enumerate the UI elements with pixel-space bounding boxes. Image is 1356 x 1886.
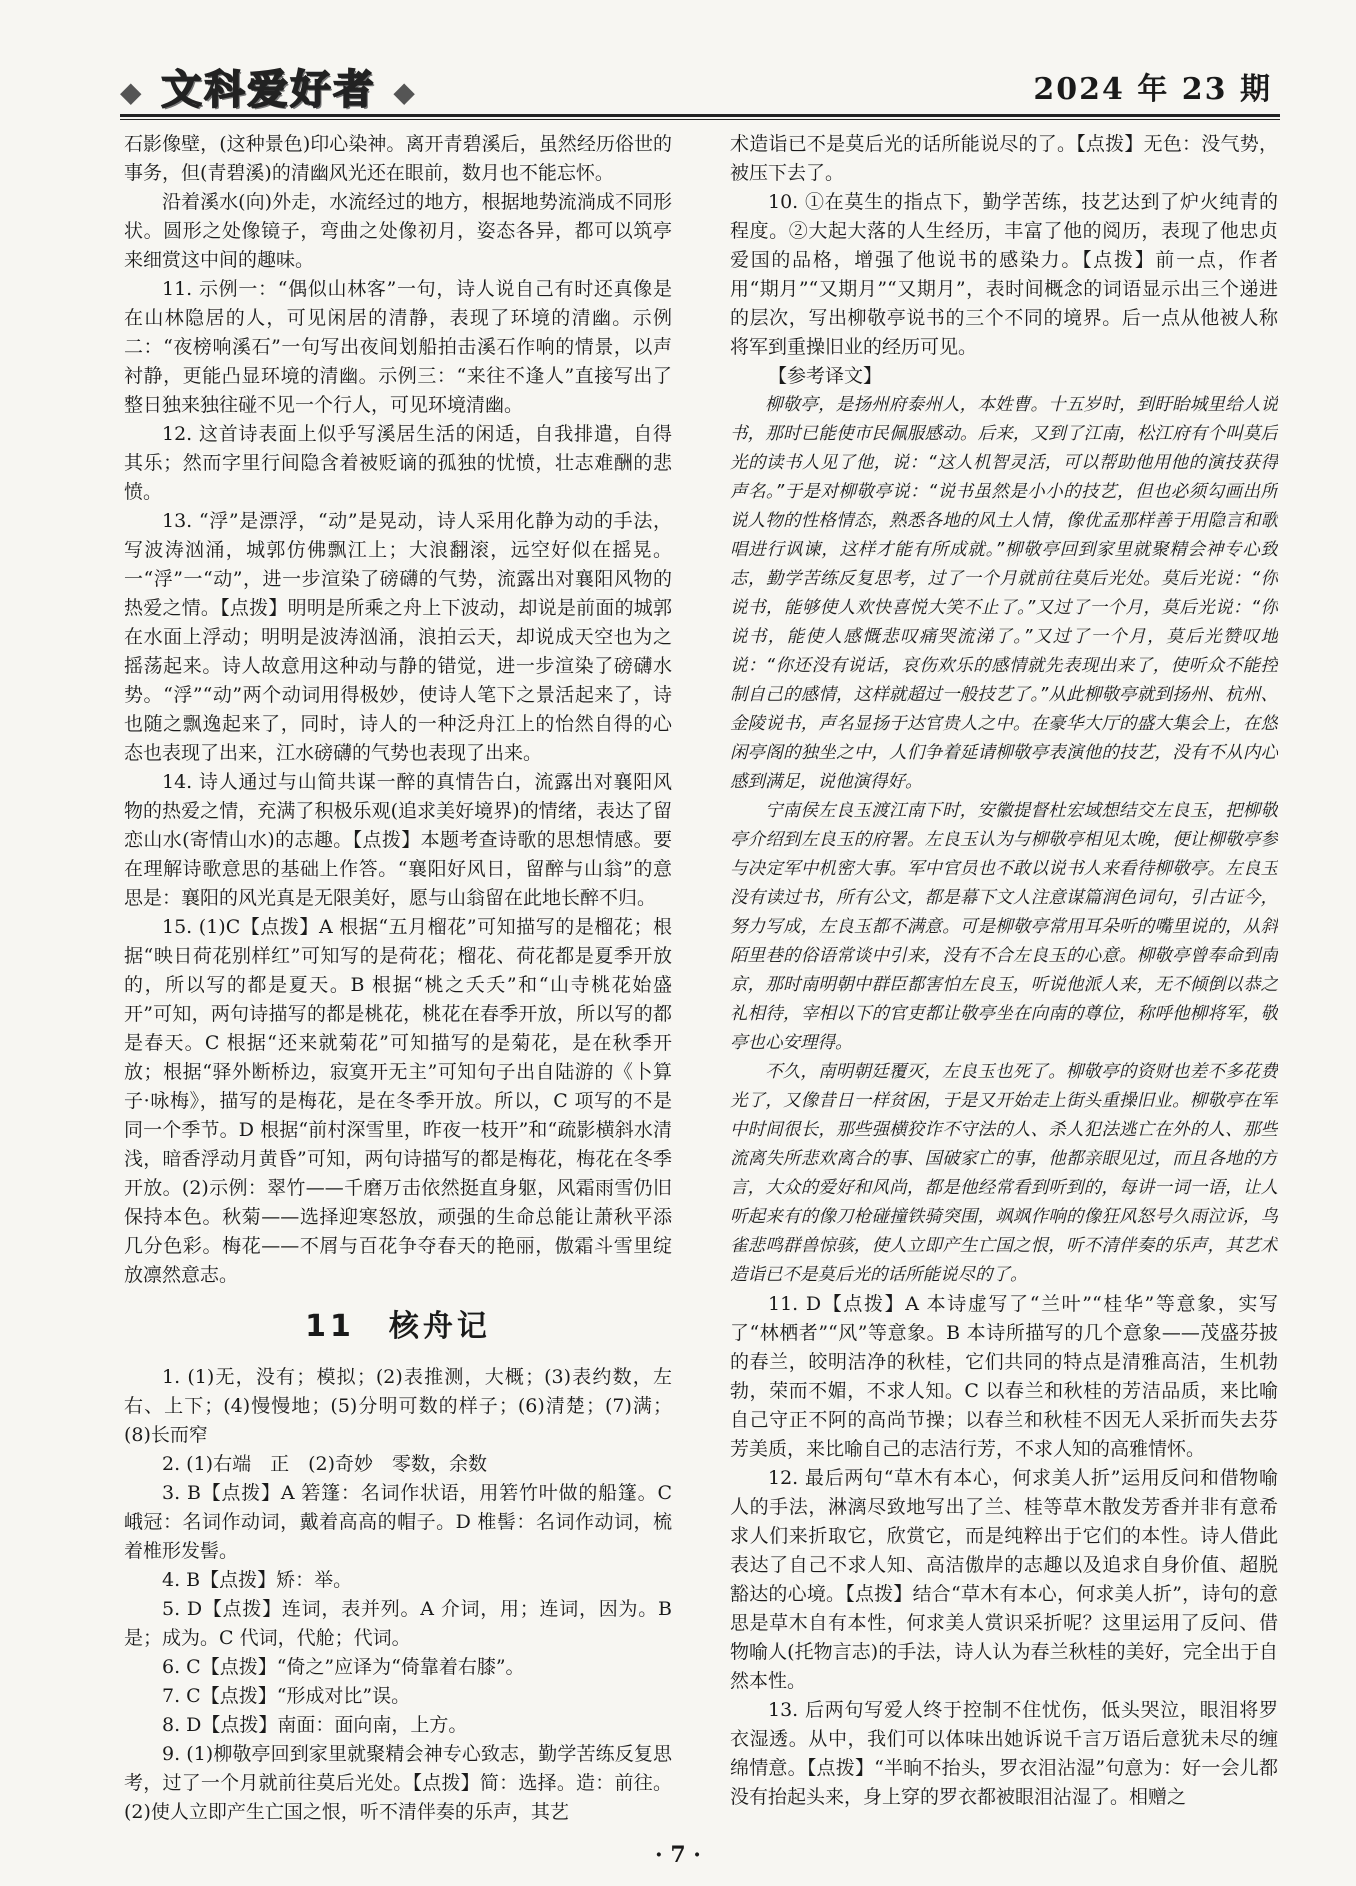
paragraph: 宁南侯左良玉渡江南下时，安徽提督杜宏域想结交左良玉，把柳敬亭介绍到左良玉的府署。左良玉认为与柳敬亭相见太晚，便让柳敬亭参与决定军中机密大事。军中官员也不敢以说书人来看待柳敬亭。左良玉没有读过书，所有公文，都是幕下文人注意谋篇润色词句，引古证今，努力写成，左良玉都不满意。可是柳敬亭常用耳朵听的嘴里说的，从斜陌里巷的俗语常谈中引来，没有不合左良玉的心意。柳敬亭曾奉命到南京，那时南明朝中群臣都害怕左良玉，听说他派人来，无不倾倒以恭之礼相待，宰相以下的官吏都让敬亭坐在向南的尊位，称呼他柳将军，敬亭也心安理得。 <box>730 801 1278 1053</box>
page-number: · 7 · <box>655 1842 701 1868</box>
issue-label: 2024 年 23 期 <box>1033 72 1272 107</box>
paragraph: 5. D【点拨】连词，表并列。A 介词，用；连词，因为。B 是；成为。C 代词，代舱；代词。 <box>124 1598 672 1649</box>
paragraph: 【参考译文】 <box>768 365 883 387</box>
paragraph: 8. D【点拨】南面：面向南，上方。 <box>162 1714 468 1736</box>
paragraph: 9. (1)柳敬亭回到家里就聚精会神专心致志，勤学苦练反复思考，过了一个月就前往莫后光处。【点拨】简：选择。造：前往。(2)使人立即产生亡国之恨，听不清伴奏的乐声，其艺 <box>124 1743 672 1823</box>
paragraph: 2. (1)右端 正 (2)奇妙 零数，余数 <box>162 1453 487 1475</box>
logo-right-ornament-icon: ◆ <box>393 75 418 109</box>
paragraph: 12. 最后两句“草木有本心，何求美人折”运用反问和借物喻人的手法，淋漓尽致地写出了兰、桂等草木散发芳香并非有意希求人们来折取它，欣赏它，而是纯粹出于它们的本性。诗人借此表达了自己不求人知、高洁傲岸的志趣以及追求自身价值、超脱豁达的心境。【点拨】结合“草木有本心，何求美人折”，诗句的意思是草木自有本性，何求美人赏识采折呢？这里运用了反问、借物喻人(托物言志)的手法，诗人认为春兰秋桂的美好，完全出于自然本性。 <box>730 1467 1278 1692</box>
header-rule-thin <box>120 119 1280 120</box>
paragraph: 1. (1)无，没有；模拟；(2)表推测，大概；(3)表约数，左右、上下；(4)慢慢地；(5)分明可数的样子；(6)清楚；(7)满；(8)长而窄 <box>124 1366 672 1446</box>
logo-text: 文科爱好者 <box>161 67 377 113</box>
right-column <box>730 130 1278 1830</box>
paragraph: 4. B【点拨】矫：举。 <box>162 1569 353 1591</box>
left-column <box>124 130 672 1830</box>
paragraph: 11. D【点拨】A 本诗虚写了“兰叶”“桂华”等意象，实写了“林栖者”“风”等意象。B 本诗所描写的几个意象——茂盛芬披的春兰，皎明洁净的秋桂，它们共同的特点是清雅高洁，生机勃勃，荣而不媚，不求人知。C 以春兰和秋桂的芳洁品质，来比喻自己守正不阿的高尚节操；以春兰和秋桂不因无人采折而失去芬芳美质，来比喻自己的志洁行芳，不求人知的高雅情怀。 <box>730 1293 1278 1460</box>
paragraph: 11. 示例一：“偶似山林客”一句，诗人说自己有时还真像是在山林隐居的人，可见闲居的清静，表现了环境的清幽。示例二：“夜榜响溪石”一句写出夜间划船拍击溪石作响的情景，以声衬静，更能凸显环境的清幽。示例三：“来往不逢人”直接写出了整日独来独往碰不见一个行人，可见环境清幽。 <box>124 278 672 416</box>
paragraph: 3. B【点拨】A 箬篷：名词作状语，用箬竹叶做的船篷。C 峨冠：名词作动词，戴着高高的帽子。D 椎髻：名词作动词，梳着椎形发髻。 <box>124 1482 672 1562</box>
paragraph: 10. ①在莫生的指点下，勤学苦练，技艺达到了炉火纯青的程度。②大起大落的人生经历，丰富了他的阅历，表现了他忠贞爱国的品格，增强了他说书的感染力。【点拨】前一点，作者用“期月”“又期月”“又期月”，表时间概念的词语显示出三个递进的层次，写出柳敬亭说书的三个不同的境界。后一点从他被人称将军到重操旧业的经历可见。 <box>730 191 1278 358</box>
section-title: 11 核舟记 <box>305 1309 491 1344</box>
paragraph: 6. C【点拨】“倚之”应译为“倚靠着右膝”。 <box>162 1656 525 1678</box>
paragraph: 12. 这首诗表面上似乎写溪居生活的闲适，自我排遣，自得其乐；然而字里行间隐含着被贬谪的孤独的忧愤，壮志难酬的悲愤。 <box>124 423 672 503</box>
page-header <box>120 52 1280 118</box>
paragraph: 15. (1)C【点拨】A 根据“五月榴花”可知描写的是榴花；根据“映日荷花别样红”可知写的是荷花；榴花、荷花都是夏季开放的，所以写的都是夏天。B 根据“桃之夭夭”和“山寺桃花始盛开”可知，两句诗描写的都是桃花，桃花在春季开放，所以写的都是春天。C 根据“还来就菊花”可知描写的是菊花，是在秋季开放；根据“驿外断桥边，寂寞开无主”可知句子出自陆游的《卜算子·咏梅》，描写的是梅花，是在冬季开放。所以，C 项写的不是同一个季节。D 根据“前村深雪里，昨夜一枝开”和“疏影横斜水清浅，暗香浮动月黄昏”可知，两句诗描写的都是梅花，梅花在冬季开放。(2)示例：翠竹——千磨万击依然挺直身躯，风霜雨雪仍旧保持本色。秋菊——选择迎寒怒放，顽强的生命总能让萧秋平添几分色彩。梅花——不屑与百花争夺春天的艳丽，傲霜斗雪里绽放凛然意志。 <box>124 916 672 1286</box>
paragraph: 7. C【点拨】“形成对比”误。 <box>162 1685 411 1707</box>
header-rule <box>120 114 1280 117</box>
paragraph: 沿着溪水(向)外走，水流经过的地方，根据地势流淌成不同形状。圆形之处像镜子，弯曲之处像初月，姿态各异，都可以筑亭来细赏这中间的趣味。 <box>124 191 672 271</box>
paragraph: 13. 后两句写爱人终于控制不住忧伤，低头哭泣，眼泪将罗衣湿透。从中，我们可以体味出她诉说千言万语后意犹未尽的缠绵情意。【点拨】“半晌不抬头，罗衣泪沾湿”句意为：好一会儿都没有抬起头来，身上穿的罗衣都被眼泪沾湿了。相赠之 <box>730 1699 1278 1808</box>
magazine-logo <box>120 58 418 115</box>
paragraph: 柳敬亭，是扬州府泰州人，本姓曹。十五岁时，到盱眙城里给人说书，那时已能使市民佩服感动。后来，又到了江南，松江府有个叫莫后光的读书人见了他，说：“这人机智灵活，可以帮助他用他的演技获得声名。”于是对柳敬亭说：“说书虽然是小小的技艺，但也必须勾画出所说人物的性格情态，熟悉各地的风土人情，像优孟那样善于用隐言和歌唱进行讽谏，这样才能有所成就。”柳敬亭回到家里就聚精会神专心致志，勤学苦练反复思考，过了一个月就前往莫后光处。莫后光说：“你说书，能够使人欢快喜悦大笑不止了。”又过了一个月，莫后光说：“你说书，能使人感慨悲叹痛哭流涕了。”又过了一个月，莫后光赞叹地说：“你还没有说话，哀伤欢乐的感情就先表现出来了，使听众不能控制自己的感情，这样就超过一般技艺了。”从此柳敬亭就到扬州、杭州、金陵说书，声名显扬于达官贵人之中。在豪华大厅的盛大集会上，在悠闲亭阁的独坐之中，人们争着延请柳敬亭表演他的技艺，没有不从内心感到满足，说他演得好。 <box>730 395 1278 792</box>
paragraph: 术造诣已不是莫后光的话所能说尽的了。【点拨】无色：没气势，被压下去了。 <box>730 133 1278 184</box>
logo-left-ornament-icon: ◆ <box>120 75 145 109</box>
paragraph: 不久，南明朝廷覆灭，左良玉也死了。柳敬亭的资财也差不多花费光了，又像昔日一样贫困，于是又开始走上街头重操旧业。柳敬亭在军中时间很长，那些强横狡诈不守法的人、杀人犯法逃亡在外的人、那些流离失所悲欢离合的事、国破家亡的事，他都亲眼见过，而且各地的方言，大众的爱好和风尚，都是他经常看到听到的，每讲一词一语，让人听起来有的像刀枪碰撞铁骑突围，飒飒作响的像狂风怒号久雨泣诉，鸟雀悲鸣群兽惊骇，使人立即产生亡国之恨，听不清伴奏的乐声，其艺术造诣已不是莫后光的话所能说尽的了。 <box>730 1062 1278 1285</box>
paragraph: 13. “浮”是漂浮，“动”是晃动，诗人采用化静为动的手法，写波涛汹涌，城郭仿佛飘江上；大浪翻滚，远空好似在摇晃。一“浮”一“动”，进一步渲染了磅礴的气势，流露出对襄阳风物的热爱之情。【点拨】明明是所乘之舟上下波动，却说是前面的城郭在水面上浮动；明明是波涛汹涌，浪拍云天，却说成天空也为之摇荡起来。诗人故意用这种动与静的错觉，进一步渲染了磅礴水势。“浮”“动”两个动词用得极妙，使诗人笔下之景活起来了，诗也随之飘逸起来了，同时，诗人的一种泛舟江上的怡然自得的心态也表现了出来，江水磅礴的气势也表现了出来。 <box>124 510 672 764</box>
paragraph: 14. 诗人通过与山简共谋一醉的真情告白，流露出对襄阳风物的热爱之情，充满了积极乐观(追求美好境界)的情绪，表达了留恋山水(寄情山水)的志趣。【点拨】本题考查诗歌的思想情感。要在理解诗歌意思的基础上作答。“襄阳好风日，留醉与山翁”的意思是：襄阳的风光真是无限美好，愿与山翁留在此地长醉不归。 <box>124 771 672 909</box>
paragraph: 石影像壁，(这种景色)印心染神。离开青碧溪后，虽然经历俗世的事务，但(青碧溪)的清幽风光还在眼前，数月也不能忘怀。 <box>124 133 672 184</box>
